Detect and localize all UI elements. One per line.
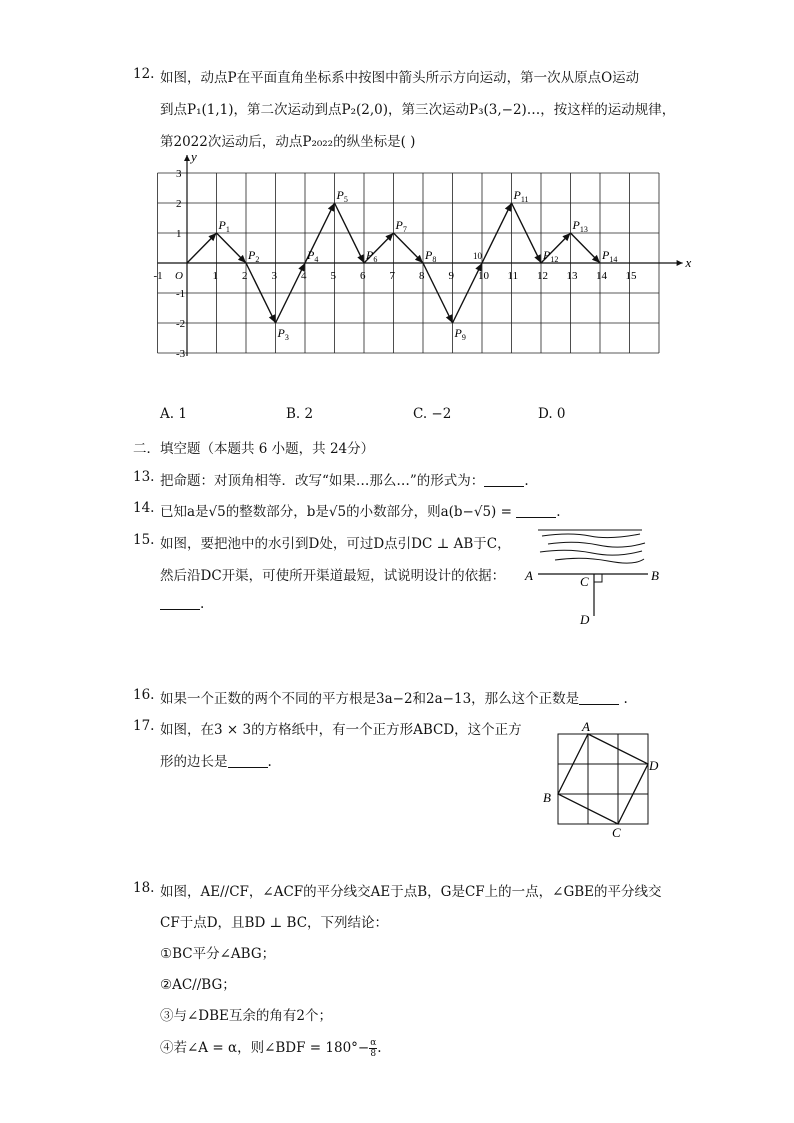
- y-tick-label: -2: [176, 318, 186, 330]
- point-label-p3: $P_3$: [277, 326, 289, 342]
- q17-number: 17.: [133, 718, 155, 734]
- fig15-label-b: B: [651, 568, 659, 583]
- fig17-label-b: B: [543, 790, 551, 805]
- x-tick-label: 3: [271, 270, 277, 282]
- q16-answer-blank[interactable]: [579, 692, 619, 705]
- x-tick-label: 6: [360, 270, 366, 282]
- q15-line1: 如图，要把池中的水引到D处，可过D点引DC ⊥ AB于C，: [160, 536, 511, 552]
- q18-conclusion-3: ③与∠DBE互余的角有2个；: [160, 1008, 332, 1024]
- x-tick-label: 2: [242, 270, 248, 282]
- point-label-p12: $P_{12}$: [543, 248, 559, 264]
- x-tick-label: 9: [448, 270, 454, 282]
- point-label-p11: $P_{11}$: [513, 188, 529, 204]
- q15-answer-blank[interactable]: [160, 597, 200, 610]
- option-b[interactable]: B. 2: [286, 406, 314, 422]
- point-label-p7: $P_7$: [395, 218, 407, 234]
- q12-line1: 如图，动点P在平面直角坐标系中按图中箭头所示方向运动，第一次从原点O运动: [160, 70, 640, 86]
- x-tick-label: 4: [301, 270, 307, 282]
- fig15-label-d: D: [580, 612, 590, 627]
- point-label-p5: $P_5$: [336, 188, 348, 204]
- alpha-over-8-fraction: [369, 1038, 377, 1059]
- option-c[interactable]: C. −2: [413, 406, 452, 422]
- x-axis-label: x: [685, 255, 692, 270]
- x-tick-label: 7: [389, 270, 395, 282]
- q18-line2: CF于点D，且BD ⊥ BC，下列结论：: [160, 915, 389, 931]
- point-label-p4: $P_4$: [307, 248, 319, 264]
- q16-stem: 如果一个正数的两个不同的平方根是3a−2和2a−13，那么这个正数是: [160, 691, 580, 707]
- q14-text: [160, 500, 561, 520]
- point-label-p1: $P_1$: [218, 218, 230, 234]
- point-label-p8: $P_8$: [425, 248, 437, 264]
- fig15-label-a: A: [525, 568, 533, 583]
- x-tick-label: 1: [212, 270, 218, 282]
- motion-graph: [140, 149, 692, 372]
- option-a[interactable]: A. 1: [160, 406, 187, 422]
- q18-conclusion-2: ②AC//BG；: [160, 977, 236, 993]
- q18-conclusion-1: ①BC平分∠ABG；: [160, 946, 276, 962]
- q13-stem: 把命题：对顶角相等．改写“如果…那么…”的形式为：: [160, 473, 485, 489]
- y-tick-label: 1: [176, 228, 182, 240]
- q16-end: .: [623, 691, 628, 707]
- graph-labels: [154, 149, 692, 360]
- y-tick-label: 3: [176, 168, 182, 180]
- x-axis-arrow: [677, 260, 683, 266]
- point-label-p6: $P_6$: [366, 248, 378, 264]
- q18-number: 18.: [133, 880, 155, 896]
- q17-end: .: [267, 754, 272, 770]
- x-tick-label: 15: [625, 270, 637, 282]
- point-label-p14: $P_{14}$: [602, 248, 618, 264]
- option-d[interactable]: D. 0: [538, 406, 566, 422]
- q17-stem: 形的边长是: [160, 754, 228, 770]
- x-tick-label: 10: [478, 270, 489, 282]
- q16-text: [160, 687, 628, 707]
- q13-text: [160, 469, 529, 489]
- fig17-label-a: A: [582, 719, 590, 734]
- y-tick-label: -1: [176, 288, 186, 300]
- q13-end: .: [524, 473, 529, 489]
- fig15-label-c: C: [580, 574, 589, 589]
- q12-line3: 第2022次运动后，动点P₂₀₂₂的纵坐标是( ): [160, 134, 416, 150]
- point-label-p13: $P_{13}$: [572, 218, 588, 234]
- point-label-p2: $P_2$: [248, 248, 260, 264]
- y-axis-label: y: [191, 149, 197, 164]
- q18-conclusion-4: ④若∠A = α，则∠BDF = 180°− $\frac{\alpha}{8}$ .: [160, 1038, 382, 1059]
- q15-line2: 然后沿DC开渠，可使所开渠道最短，试说明设计的依据：: [160, 568, 506, 584]
- q17-line2: [160, 750, 272, 770]
- q16-number: 16.: [133, 687, 155, 703]
- x-tick-label: -1: [153, 270, 163, 282]
- fraction-numerator: α: [370, 1038, 377, 1048]
- x-tick-label: 8: [419, 270, 425, 282]
- q18-c4-text: ④若∠A = α，则∠BDF = 180°−: [160, 1040, 370, 1056]
- q13-answer-blank[interactable]: [484, 474, 524, 487]
- section-2-heading: 二．填空题（本题共 6 小题，共 24分）: [133, 441, 375, 457]
- x-tick-label: 12: [537, 270, 548, 282]
- q15-number: 15.: [133, 532, 155, 548]
- fraction-denominator: 8: [370, 1049, 377, 1059]
- x-tick-label: O: [175, 270, 183, 282]
- y-tick-label: -3: [176, 348, 186, 360]
- x-tick-label: 5: [330, 270, 336, 282]
- q14-end: .: [556, 504, 561, 520]
- q13-number: 13.: [133, 469, 155, 485]
- q14-number: 14.: [133, 500, 155, 516]
- q15-line3: [160, 596, 204, 612]
- square-grid-figure: [538, 718, 668, 842]
- point-label-p10: 10: [473, 251, 482, 261]
- q17-line1: 如图，在3 × 3的方格纸中，有一个正方形ABCD，这个正方: [160, 722, 522, 738]
- q18-line1: 如图，AE//CF，∠ACF的平分线交AE于点B，G是CF上的一点，∠GBE的平分线交: [160, 884, 662, 900]
- fig17-label-d: D: [649, 758, 659, 773]
- x-tick-label: 13: [566, 270, 578, 282]
- pond-figure: [520, 522, 670, 632]
- q12-line2: 到点P₁(1,1)，第二次运动到点P₂(2,0)，第三次运动P₃(3,−2)…，按这样的运动规律，: [160, 102, 676, 118]
- y-axis-arrow: [184, 155, 190, 161]
- q14-stem: 已知a是√5的整数部分，b是√5的小数部分，则a(b−√5) =: [160, 504, 512, 520]
- x-tick-label: 11: [507, 270, 519, 282]
- q15-end: .: [200, 596, 205, 612]
- x-tick-label: 14: [596, 270, 607, 282]
- q17-answer-blank[interactable]: [228, 755, 268, 768]
- y-tick-label: 2: [176, 198, 182, 210]
- point-label-p9: $P_9$: [454, 326, 466, 342]
- q12-number: 12.: [133, 66, 155, 82]
- q14-answer-blank[interactable]: [516, 505, 556, 518]
- fig17-label-c: C: [612, 825, 621, 840]
